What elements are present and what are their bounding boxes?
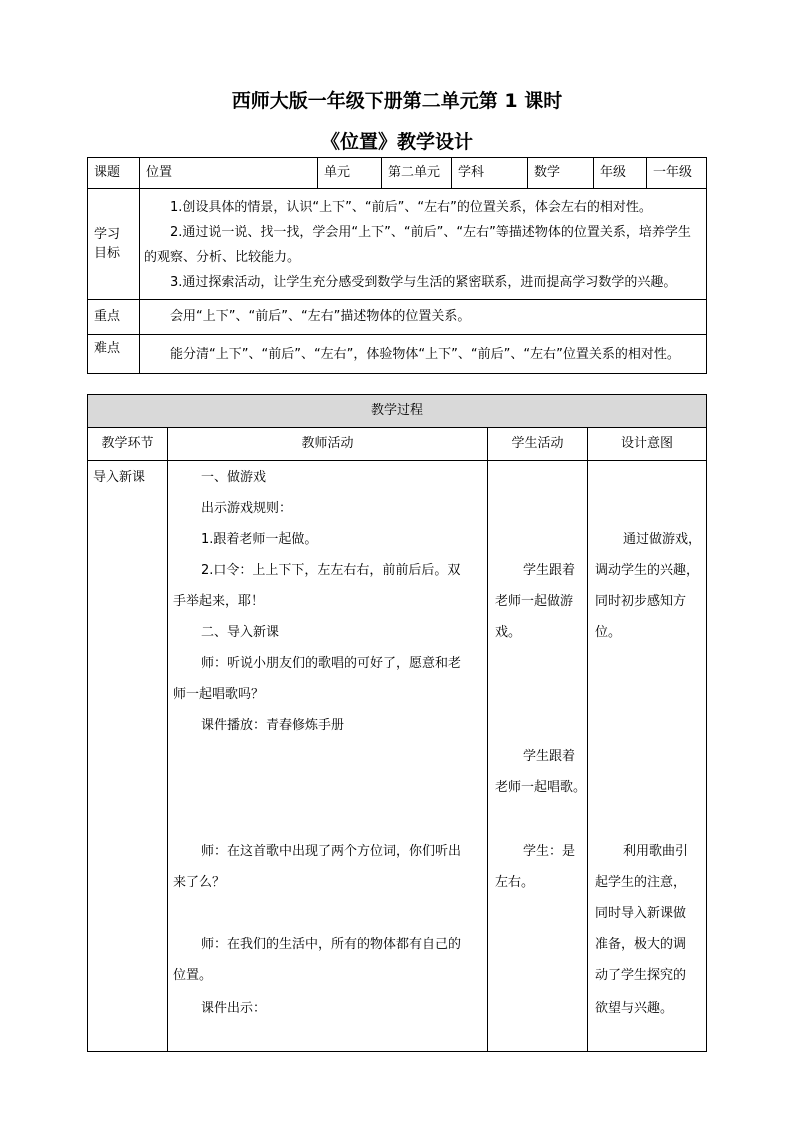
intent-line: 通过做游戏，	[623, 532, 702, 547]
process-header: 教学过程	[88, 395, 707, 428]
column-header-student: 学生活动	[488, 428, 588, 461]
intent-line: 欲望与兴趣。	[595, 1001, 674, 1016]
intent-line: 准备，极大的调	[595, 937, 687, 952]
teacher-line: 出示游戏规则：	[201, 501, 293, 516]
teacher-activity-cell	[168, 461, 488, 1052]
unit-label: 单元	[318, 158, 382, 189]
subject-label: 学科	[452, 158, 528, 189]
difficulty-text: 能分清“上下”、“前后”、“左右”，体验物体“上下”、“前后”、“左右”位置关系的相对性。	[140, 335, 707, 374]
student-line: 老师一起唱歌。	[495, 780, 587, 795]
lesson-info-table	[87, 157, 707, 374]
key-point-label: 重点	[88, 300, 140, 335]
teacher-line: 课件出示：	[201, 1001, 267, 1016]
teacher-line: 课件播放：青春修炼手册	[201, 718, 345, 733]
stage-cell	[88, 461, 168, 1052]
student-line: 学生跟着	[523, 749, 576, 764]
teaching-process-table	[87, 394, 707, 1052]
teacher-line: 1.跟着老师一起做。	[201, 532, 318, 547]
grade-label: 年级	[594, 158, 647, 189]
student-line: 学生跟着	[523, 563, 576, 578]
teacher-line: 来了么？	[173, 875, 226, 890]
column-header-intent: 设计意图	[588, 428, 707, 461]
grade-value: 一年级	[647, 158, 707, 189]
intent-line: 动了学生探究的	[595, 968, 687, 983]
process-column-headers	[88, 428, 707, 461]
teacher-line: 师一起唱歌吗？	[173, 687, 265, 702]
column-header-stage: 教学环节	[88, 428, 168, 461]
key-point-text: 会用“上下”、“前后”、“左右”描述物体的位置关系。	[140, 300, 707, 335]
process-body-row	[88, 461, 707, 1052]
teacher-line: 师：在这首歌中出现了两个方位词，你们听出	[201, 844, 462, 859]
teacher-line: 一、做游戏	[201, 470, 267, 485]
document-title: 西师大版一年级下册第二单元第 1 课时	[231, 90, 563, 112]
objective-item: 1.创设具体的情景，认识“上下”、“前后”、“左右”的位置关系，体会左右的相对性。	[170, 200, 652, 215]
objectives-label: 学习 目标	[88, 189, 140, 300]
document-subtitle: 《位置》教学设计	[320, 131, 473, 153]
unit-value: 第二单元	[382, 158, 452, 189]
teacher-line: 师：听说小朋友们的歌唱的可好了，愿意和老	[201, 656, 462, 671]
difficulty-row	[88, 335, 707, 374]
teacher-line: 2.口令：上上下下，左左右右，前前后后。双	[201, 563, 461, 578]
intent-line: 位。	[595, 625, 622, 640]
intent-line: 同时导入新课做	[595, 906, 687, 921]
intent-line: 调动学生的兴趣，	[595, 563, 700, 578]
objectives-content	[140, 189, 707, 300]
difficulty-label: 难点	[88, 335, 140, 374]
stage-name: 导入新课	[93, 470, 146, 485]
intent-line: 起学生的注意，	[595, 875, 687, 890]
objective-item: 3.通过探索活动，让学生充分感受到数学与生活的紧密联系，进而提高学习数学的兴趣。	[170, 275, 677, 290]
intent-line: 利用歌曲引	[623, 844, 689, 859]
teacher-line: 二、导入新课	[201, 625, 280, 640]
student-line: 戏。	[495, 625, 522, 640]
teacher-line: 位置。	[173, 968, 213, 983]
lesson-info-row	[88, 158, 707, 189]
objective-item: 2.通过说一说、找一找，学会用“上下”、“前后”、“左右”等描述物体的位置关系，培养学生的观察、分析、比较能力。	[144, 225, 691, 265]
student-line: 老师一起做游	[495, 594, 574, 609]
intent-line: 同时初步感知方	[595, 594, 687, 609]
teacher-line: 手举起来，耶！	[173, 594, 265, 609]
subject-value: 数学	[528, 158, 594, 189]
student-line: 左右。	[495, 875, 535, 890]
topic-label: 课题	[88, 158, 140, 189]
teacher-line: 师：在我们的生活中，所有的物体都有自己的	[201, 937, 462, 952]
column-header-teacher: 教师活动	[168, 428, 488, 461]
topic-value: 位置	[140, 158, 318, 189]
design-intent-cell	[588, 461, 707, 1052]
objectives-row	[88, 189, 707, 300]
student-line: 学生：是	[523, 844, 576, 859]
key-point-row	[88, 300, 707, 335]
